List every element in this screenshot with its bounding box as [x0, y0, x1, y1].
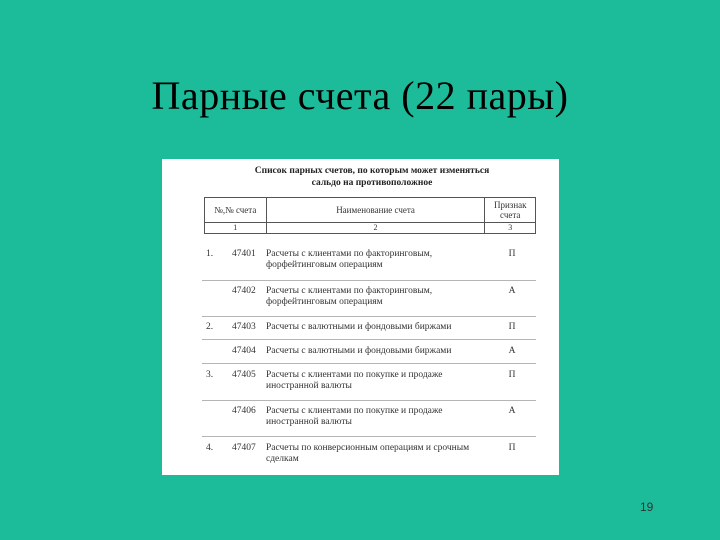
account-number: 47404 — [232, 346, 256, 356]
column-number-3: 3 — [485, 223, 536, 234]
account-sign: А — [508, 406, 516, 416]
row-number: 1. — [206, 249, 214, 259]
column-header-account-no: №,№ счета — [205, 198, 267, 223]
column-number-1: 1 — [205, 223, 267, 234]
slide-title: Парные счета (22 пары) — [151, 73, 569, 118]
account-sign: П — [508, 370, 516, 380]
row-divider — [202, 400, 536, 401]
account-name: Расчеты с клиентами по покупке и продаже иностранной валюты — [266, 370, 443, 391]
account-sign: П — [508, 443, 516, 453]
account-name: Расчеты с клиентами по факторинговым, форфейтинговым операциям — [266, 249, 433, 270]
account-sign: П — [508, 322, 516, 332]
account-name: Расчеты по конверсионным операциям и срочным сделкам — [266, 443, 470, 464]
account-number: 47405 — [232, 370, 256, 380]
row-divider — [202, 316, 536, 317]
account-name: Расчеты с клиентами по покупке и продаже иностранной валюты — [266, 406, 443, 427]
page-number: 19 — [640, 500, 654, 514]
account-name: Расчеты с валютными и фондовыми биржами — [266, 322, 452, 332]
account-sign: П — [508, 249, 516, 259]
column-header-account-name: Наименование счета — [266, 198, 485, 223]
account-sign: А — [508, 346, 516, 356]
document-image — [162, 159, 559, 475]
row-number: 4. — [206, 443, 214, 453]
account-name: Расчеты с клиентами по факторинговым, форфейтинговым операциям — [266, 286, 433, 307]
heading-line-2: сальдо на противоположное — [311, 178, 433, 188]
account-number: 47403 — [232, 322, 256, 332]
account-sign: А — [508, 286, 516, 296]
row-number: 2. — [206, 322, 214, 332]
account-name: Расчеты с валютными и фондовыми биржами — [266, 346, 452, 356]
column-number-2: 2 — [266, 223, 485, 234]
account-number: 47402 — [232, 286, 256, 296]
row-divider — [202, 339, 536, 340]
document-heading — [162, 165, 559, 189]
account-number: 47406 — [232, 406, 256, 416]
account-number: 47407 — [232, 443, 256, 453]
row-divider — [202, 280, 536, 281]
heading-line-1: Список парных счетов, по которым может изменяться — [254, 166, 490, 176]
column-header-table — [204, 197, 536, 234]
account-number: 47401 — [232, 249, 256, 259]
row-divider — [202, 436, 536, 437]
row-number: 3. — [206, 370, 214, 380]
row-divider — [202, 363, 536, 364]
column-header-sign: Признак счета — [485, 198, 536, 223]
